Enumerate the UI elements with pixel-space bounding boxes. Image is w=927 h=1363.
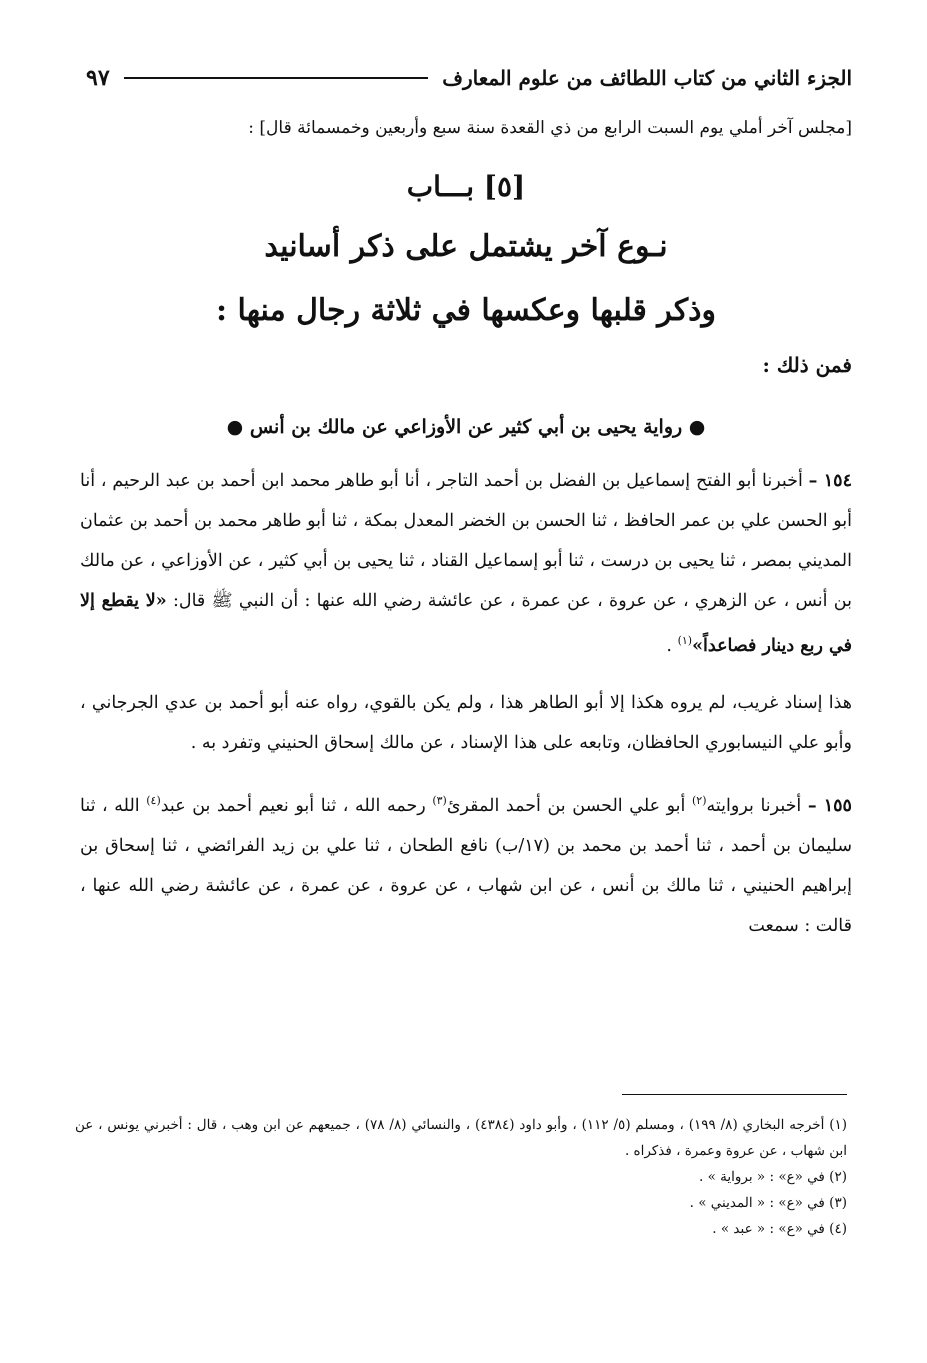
header-rule <box>124 77 429 79</box>
hadith-number: ١٥٥ – <box>807 795 852 816</box>
hadith-155 <box>80 781 852 946</box>
footnotes <box>75 1112 847 1242</box>
hadith-number: ١٥٤ – <box>808 471 852 491</box>
chapter-title-line-1: نـوع آخر يشتمل على ذكر أسانيد <box>264 229 668 264</box>
session-intro: [مجلس آخر أملي يوم السبت الرابع من ذي القعدة سنة سبع وأربعين وخمسمائة قال] : <box>248 118 852 138</box>
page-number: ٩٧ <box>86 65 110 91</box>
commentary: هذا إسناد غريب، لم يروه هكذا إلا أبو الطاهر هذا ، ولم يكن بالقوي، رواه عنه أبو أحمد بن عدي الجرجاني ، وأبو علي النيسابوري الحافظان، وتابعه على هذا الإسناد ، عن مالك إسحاق الحنيني وتفرد به . <box>80 693 852 754</box>
hadith-text: أخبرنا بروايته <box>706 795 802 816</box>
chapter-title-line-2: وذكر قلبها وعكسها في ثلاثة رجال منها : <box>216 293 716 328</box>
footnote-ref: (٣) <box>432 793 447 807</box>
hadith-154 <box>80 461 852 666</box>
hadith-end: . <box>666 635 672 656</box>
header-title: الجزء الثاني من كتاب اللطائف من علوم المعارف <box>442 66 852 90</box>
fmin-dhalik: فمن ذلك : <box>762 353 852 377</box>
footnote-rule <box>622 1094 847 1095</box>
footnote: (٣) في «ع» : « المديني » . <box>689 1195 847 1211</box>
hadith-text: الله ، ثنا سليمان بن أحمد ، ثنا أحمد بن محمد بن (١٧/ب) نافع الطحان ، ثنا علي بن زيد الفرائضي ، ثنا إسحاق بن إبراهيم الحنيني ، ثنا مالك بن أنس ، عن ابن شهاب ، عن عروة ، عن عمرة ، عن عائشة رضي الله عنها ، قالت : سمعت <box>80 795 852 936</box>
footnote-ref: (٢) <box>692 793 707 807</box>
hadith-matn: «لا يقطع إلا في ربع دينار فصاعداً» <box>80 591 852 656</box>
page <box>80 55 852 963</box>
hadith-text: أخبرنا أبو الفتح إسماعيل بن الفضل بن أحمد التاجر ، أنا أبو طاهر محمد ابن أحمد بن عبد الرحيم ، أنا أبو الحسن علي بن عمر الحافظ ، ثنا الحسن بن الخضر المعدل بمكة ، ثنا أبو طاهر محمد بن أحمد بن عثمان المديني بمصر ، ثنا يحيى بن درست ، ثنا أبو إسماعيل القناد ، ثنا يحيى بن أبي كثير ، عن الأوزاعي ، عن مالك بن أنس ، عن الزهري ، عن عروة ، عن عمرة ، عن عائشة رضي الله عنها : أن النبي ﷺ قال: <box>80 471 852 611</box>
footnote: (٢) في «ع» : « برواية » . <box>699 1169 847 1185</box>
riwaya-heading: ● رواية يحيى بن أبي كثير عن الأوزاعي عن مالك بن أنس ● <box>226 416 706 438</box>
chapter-label: [٥] بـــاب <box>406 170 526 203</box>
footnote-ref: (١) <box>677 634 693 647</box>
footnote: (١) أخرجه البخاري (٨/ ١٩٩) ، ومسلم (٥/ ١١٢) ، وأبو داود (٤٣٨٤) ، والنسائي (٨/ ٧٨) ، جميعهم عن ابن وهب ، قال : أخبرني يونس ، عن ابن شهاب ، عن عروة وعمرة ، فذكراه . <box>75 1117 848 1159</box>
hadith-text: أبو علي الحسن بن أحمد المقرئ <box>446 795 686 816</box>
footnote: (٤) في «ع» : « عبد » . <box>712 1221 847 1237</box>
hadith-text: رحمه الله ، ثنا أبو نعيم أحمد بن عبد <box>160 795 426 816</box>
footnote-ref: (٤) <box>146 793 161 807</box>
running-header <box>80 55 852 101</box>
